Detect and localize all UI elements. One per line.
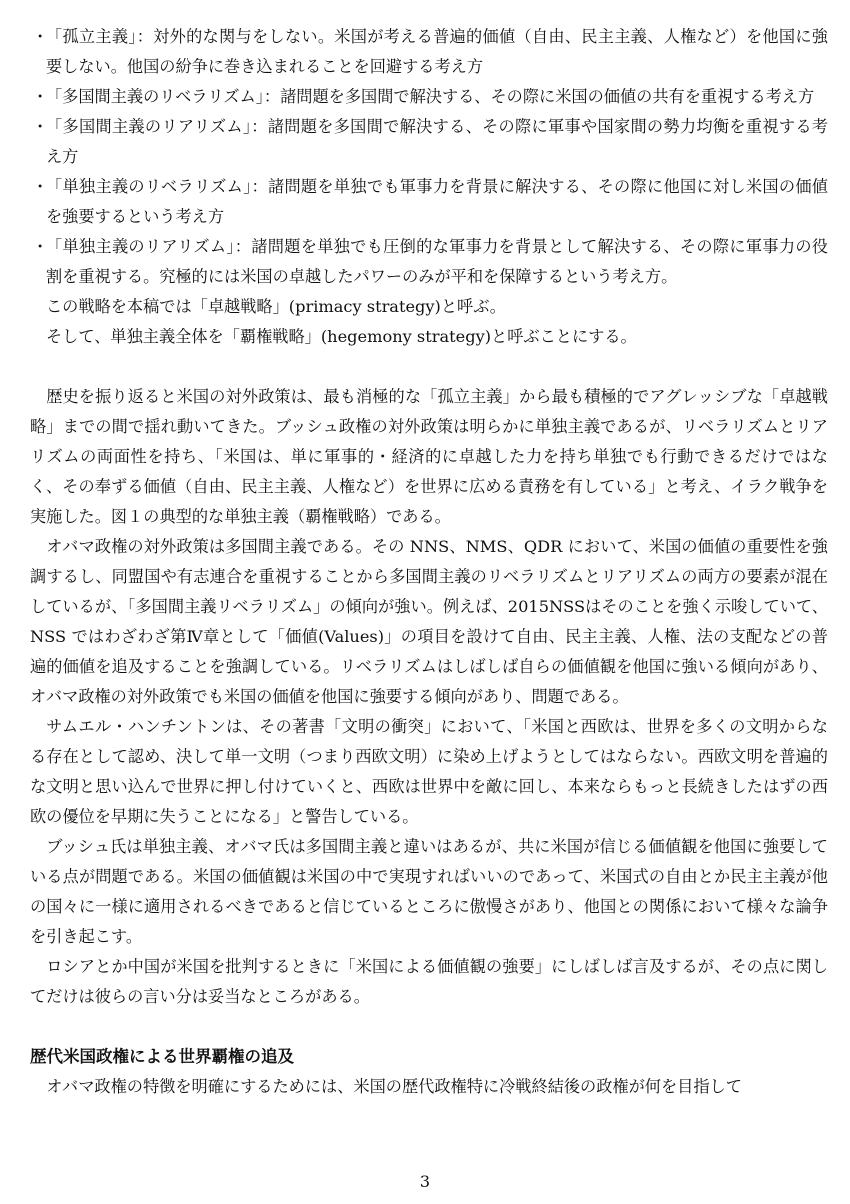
list-item-text: 「単独主義のリアリズム」：諸問題を単独でも圧倒的な軍事力を背景として解決する、その際に軍事力の役割を重視する。究極的には米国の卓越したパワーのみが平和を保障するという考え方。 xyxy=(46,237,828,286)
policy-type-list xyxy=(30,22,828,292)
list-item-isolationism xyxy=(30,22,828,82)
section-heading: 歴代米国政権による世界覇権の追及 xyxy=(30,1047,294,1066)
body-paragraph: 歴史を振り返ると米国の対外政策は、最も消極的な「孤立主義」から最も積極的でアグレッシブな「卓越戦略」までの間で揺れ動いてきた。ブッシュ政権の対外政策は明らかに単独主義であるが、リベラリズムとリアリズムの両面性を持ち、「米国は、単に軍事的・経済的に卓越した力を持ち単独でも行動できるだけではなく、その奉ずる価値（自由、民主主義、人権など）を世界に広める責務を有している」と考え、イラク戦争を実施した。図１の典型的な単独主義（覇権戦略）である。 xyxy=(30,387,828,526)
primacy-strategy-note: この戦略を本稿では「卓越戦略」(primacy strategy)と呼ぶ。 xyxy=(46,297,506,316)
section-intro-paragraph: オバマ政権の特徴を明確にするためには、米国の歴代政権特に冷戦終結後の政権が何を目指して xyxy=(46,1077,742,1096)
bullet-marker: ・ xyxy=(32,87,49,106)
bullet-marker: ・ xyxy=(32,117,49,136)
body-paragraph: オバマ政権の対外政策は多国間主義である。その NNS、NMS、QDR において、米国の価値の重要性を強調するし、同盟国や有志連合を重視することから多国間主義のリベラリズムとリアリズムの両方の要素が混在しているが、「多国間主義リベラリズム」の傾向が強い。例えば、2015NSSはそのことを強く示唆していて、NSS ではわざわざ第Ⅳ章として「価値(Values)」の項目を設けて自由、民主主義、人権、法の支配などの普遍的価値を追及することを強調している。リベラリズムはしばしば自らの価値観を他国に強いる傾向があり、オバマ政権の対外政策でも米国の価値を他国に強要する傾向があり、問題である。 xyxy=(30,537,828,706)
bullet-marker: ・ xyxy=(32,177,49,196)
list-item-text: 「孤立主義」：対外的な関与をしない。米国が考える普遍的価値（自由、民主主義、人権など）を他国に強要しない。他国の紛争に巻き込まれることを回避する考え方 xyxy=(46,27,828,76)
page-number: 3 xyxy=(419,1172,431,1191)
hegemony-strategy-note: そして、単独主義全体を「覇権戦略」(hegemony strategy)と呼ぶことにする。 xyxy=(46,327,637,346)
list-item-unilateral-liberalism xyxy=(30,172,828,232)
list-item-text: 「多国間主義のリベラリズム」：諸問題を多国間で解決する、その際に米国の価値の共有を重視する考え方 xyxy=(46,87,815,106)
body-paragraph: ロシアとか中国が米国を批判するときに「米国による価値観の強要」にしばしば言及するが、その点に関してだけは彼らの言い分は妥当なところがある。 xyxy=(30,957,828,1006)
list-item-multilateral-liberalism xyxy=(30,82,828,112)
bullet-marker: ・ xyxy=(32,237,49,256)
list-item-text: 「単独主義のリベラリズム」：諸問題を単独でも軍事力を背景に解決する、その際に他国に対し米国の価値を強要するという考え方 xyxy=(46,177,828,226)
list-item-text: 「多国間主義のリアリズム」：諸問題を多国間で解決する、その際に軍事や国家間の勢力均衡を重視する考え方 xyxy=(46,117,828,166)
list-item-multilateral-realism xyxy=(30,112,828,172)
body-paragraph: ブッシュ氏は単独主義、オバマ氏は多国間主義と違いはあるが、共に米国が信じる価値観を他国に強要している点が問題である。米国の価値観は米国の中で実現すればいいのであって、米国式の自由とか民主主義が他の国々に一様に適用されるべきであると信じているところに傲慢さがあり、他国との関係において様々な論争を引き起こす。 xyxy=(30,837,828,946)
bullet-marker: ・ xyxy=(32,27,49,46)
list-item-unilateral-realism xyxy=(30,232,828,292)
document-page xyxy=(30,22,828,1102)
blank-line xyxy=(30,352,828,382)
blank-line xyxy=(30,1012,828,1042)
body-paragraph: サムエル・ハンチントンは、その著書「文明の衝突」において、「米国と西欧は、世界を多くの文明からなる存在として認め、決して単一文明（つまり西欧文明）に染め上げようとしてはならない。西欧文明を普遍的な文明と思い込んで世界に押し付けていくと、西欧は世界中を敵に回し、本来ならもっと長続きしたはずの西欧の優位を早期に失うことになる」と警告している。 xyxy=(30,717,828,826)
